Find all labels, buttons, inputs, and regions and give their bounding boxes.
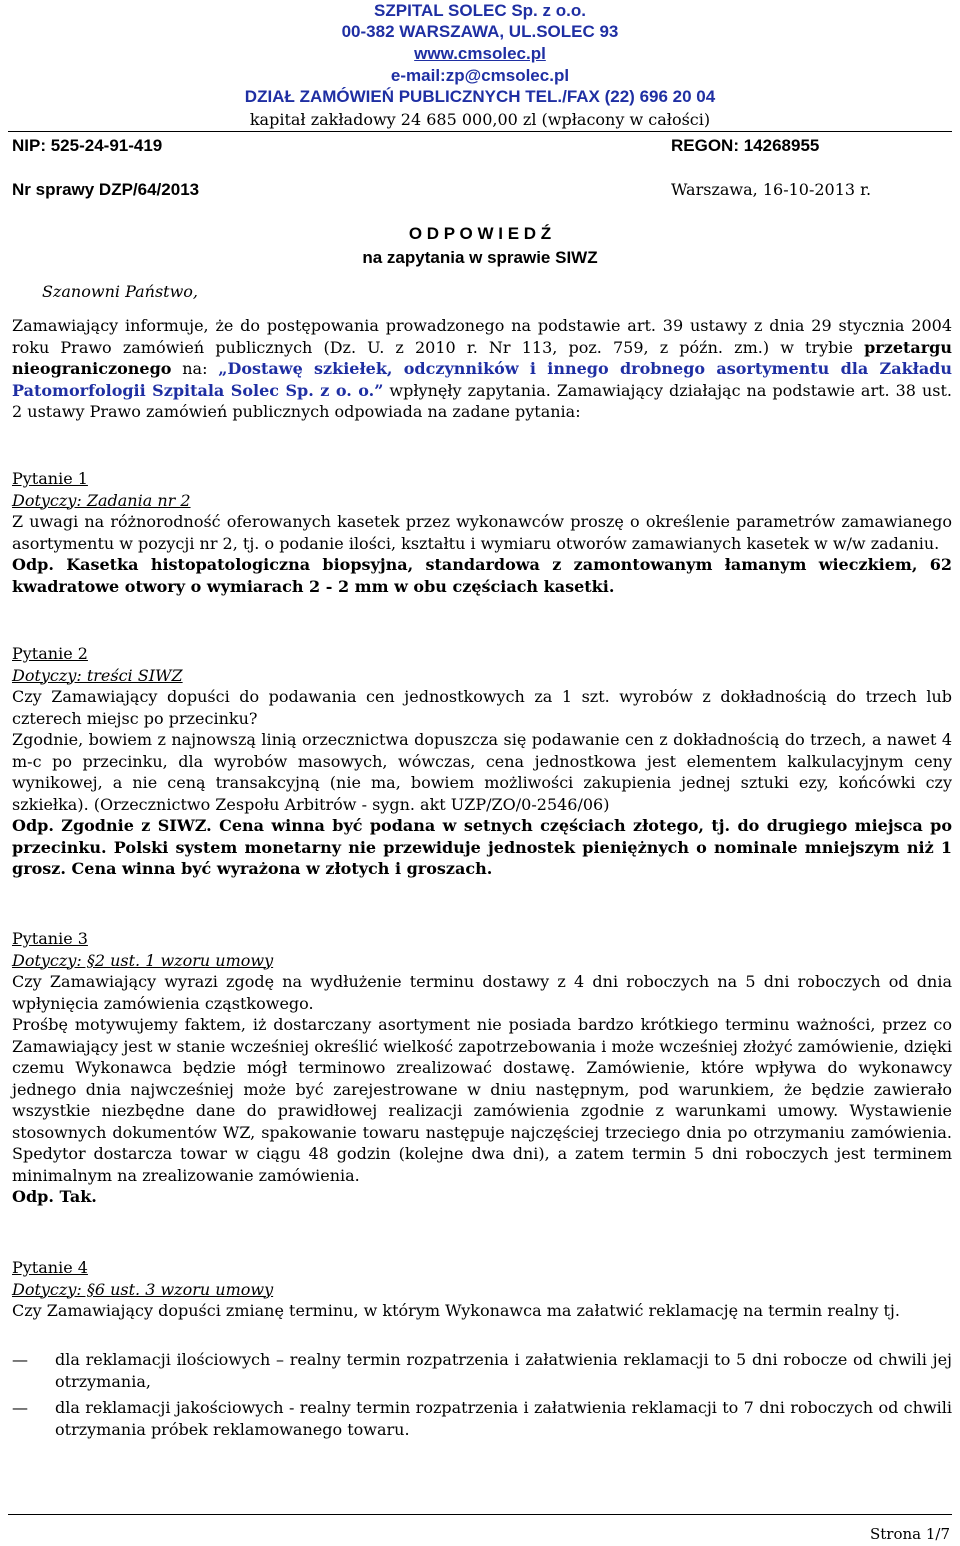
question-3-heading: Pytanie 3: [12, 929, 88, 948]
question-3-answer: Odp. Tak.: [12, 1187, 97, 1206]
question-2-concerns: Dotyczy: treści SIWZ: [12, 665, 183, 685]
question-1: [12, 468, 952, 597]
company-address: 00-382 WARSZAWA, UL.SOLEC 93: [341, 22, 619, 41]
email-line[interactable]: e-mail:zp@cmsolec.pl: [390, 66, 570, 85]
question-2-text: Czy Zamawiający dopuści do podawania cen jednostkowych za 1 szt. wyrobów z dokładnością do trzech lub czterech miejsc po przecinku?: [12, 687, 952, 728]
question-1-text: Z uwagi na różnorodność oferowanych kasetek przez wykonawców proszę o określenie parametrów zamawianego asortymentu w pozycji nr 2, tj. o podanie ilości, kształtu i wymiaru otworów zamawianych kasetek w w/w zadaniu.: [12, 512, 952, 553]
website-line: [130, 43, 830, 64]
salutation: Szanowni Państwo,: [42, 282, 199, 301]
question-2-text-2: Zgodnie, bowiem z najnowszą linią orzecznictwa dopuszcza się podawanie cen z dokładnością do trzech, a nawet 4 m-c po przecinku, dla wyrobów masowych, wówczas, cena jednostkowa jest elementem kalkulacyjnym ceny wynikowej, a nie ceną transakcyjną (nie ma, bowiem możliwości zakupienia jednej sztuki ezy, końcówki czy szkiełka). (Orzecznictwo Zespołu Arbitrów - sygn. akt UZP/ZO/0-2546/06): [12, 730, 952, 814]
question-4-concerns: Dotyczy: §6 ust. 3 wzoru umowy: [12, 1279, 274, 1299]
question-4-heading: Pytanie 4: [12, 1258, 88, 1277]
department-line: DZIAŁ ZAMÓWIEŃ PUBLICZNYCH TEL./FAX (22) 696 20 04: [244, 87, 716, 106]
question-2-answer: Odp. Zgodnie z SIWZ. Cena winna być podana w setnych częściach złotego, tj. do drugiego miejsca po przecinku. Polski system monetarny nie przewiduje jednostek pieniężnych o nominale mniejszym niż 1 grosz. Cena winna być wyrażona w złotych i groszach.: [12, 816, 952, 878]
question-4: [12, 1257, 952, 1322]
question-2: [12, 643, 952, 880]
page-number: Strona 1/7: [869, 1525, 950, 1543]
page-subtitle: na zapytania w sprawie SIWZ: [362, 248, 598, 267]
case-number: Nr sprawy DZP/64/2013: [12, 180, 200, 199]
footer-divider: [8, 1514, 952, 1515]
question-3-text-2: Prośbę motywujemy faktem, iż dostarczany asortyment nie posiada bardzo krótkiego terminu ważności, przez co Zamawiający jest w stanie wcześniej określić wielkość zapotrzebowania i może wcześniej złożyć zamówienie, dzięki czemu Wykonawca będzie mógł terminowo zrealizować dostawę. Zamówienie, które wpływa do wykonawcy jednego dnia najwcześniej może być zarejestrowane w dniu następnym, pod warunkiem, że będzie zawierało wszystkie niezbędne dane do prawidłowej realizacji zamówienia zgodnie z warunkami umowy. Wystawienie stosownych dokumentów WZ, spakowanie towaru następuje najczęściej trzeciego dnia po otrzymaniu zamówienia. Spedytor dostarcza towar w ciągu 48 godzin (kolejne dwa dni), a zatem termin 5 dni roboczych jest terminem minimalnym na zrealizowanie zamówienia.: [12, 1015, 952, 1185]
question-3: [12, 928, 952, 1208]
regon-label: REGON: 14268955: [671, 136, 820, 155]
bullet-text: dla reklamacji ilościowych – realny termin rozpatrzenia i załatwienia reklamacji to 5 dni robocze od chwili jej otrzymania,: [55, 1350, 952, 1391]
question-4-text: Czy Zamawiający dopuści zmianę terminu, w którym Wykonawca ma załatwić reklamację na termin realny tj.: [12, 1301, 900, 1320]
question-1-concerns: Dotyczy: Zadania nr 2: [12, 490, 191, 510]
intro-part-2: na:: [171, 359, 219, 378]
bullet-item: [12, 1397, 952, 1441]
bullet-item: [12, 1349, 952, 1393]
intro-part-1: Zamawiający informuje, że do postępowania prowadzonego na podstawie art. 39 ustawy z dnia 29 stycznia 2004 roku Prawo zamówień publicznych (Dz. U. z 2010 r. Nr 113, poz. 759, z późn. zm.) w trybie: [12, 316, 952, 357]
bullet-text: dla reklamacji jakościowych - realny termin rozpatrzenia i załatwienia reklamacji to 7 dni roboczych od chwili otrzymania próbek reklamowanego towaru.: [55, 1398, 952, 1439]
website-link[interactable]: www.cmsolec.pl: [414, 44, 546, 63]
place-date: Warszawa, 16-10-2013 r.: [671, 180, 872, 199]
dash-icon: —: [12, 1398, 28, 1417]
question-3-concerns: Dotyczy: §2 ust. 1 wzoru umowy: [12, 950, 274, 970]
nip-label: NIP: 525-24-91-419: [12, 136, 163, 155]
intro-part-3: wpłynęły zapytania. Zamawiający działając na podstawie art. 38 ust. 2 ustawy Prawo zamówień publicznych odpowiada na zadane pytania:: [12, 380, 953, 421]
intro-paragraph: [12, 315, 952, 423]
question-2-heading: Pytanie 2: [12, 644, 88, 663]
procurement-mode: przetargu nieograniczonego: [12, 337, 952, 378]
header-divider: [8, 131, 952, 132]
page-title: O D P O W I E D Ź: [408, 224, 552, 243]
question-1-answer: Odp. Kasetka histopatologiczna biopsyjna, standardowa z zamontowanym łamanym wieczkiem, 62 kwadratowe otwory o wymiarach 2 - 2 mm w obu częściach kasetki.: [12, 555, 952, 596]
dash-icon: —: [12, 1350, 28, 1369]
company-name: SZPITAL SOLEC Sp. z o.o.: [374, 1, 586, 20]
question-3-text: Czy Zamawiający wyrazi zgodę na wydłużenie terminu dostawy z 4 dni roboczych na 5 dni roboczych od dnia wpłynięcia zamówienia cząstkowego.: [12, 972, 952, 1013]
procurement-subject: „Dostawę szkiełek, odczynników i innego drobnego asortymentu dla Zakładu Patomorfologii Szpitala Solec Sp. z o. o.”: [12, 359, 952, 400]
capital-line: kapitał zakładowy 24 685 000,00 zl (wpłacony w całości): [249, 110, 711, 129]
question-1-heading: Pytanie 1: [12, 469, 88, 488]
